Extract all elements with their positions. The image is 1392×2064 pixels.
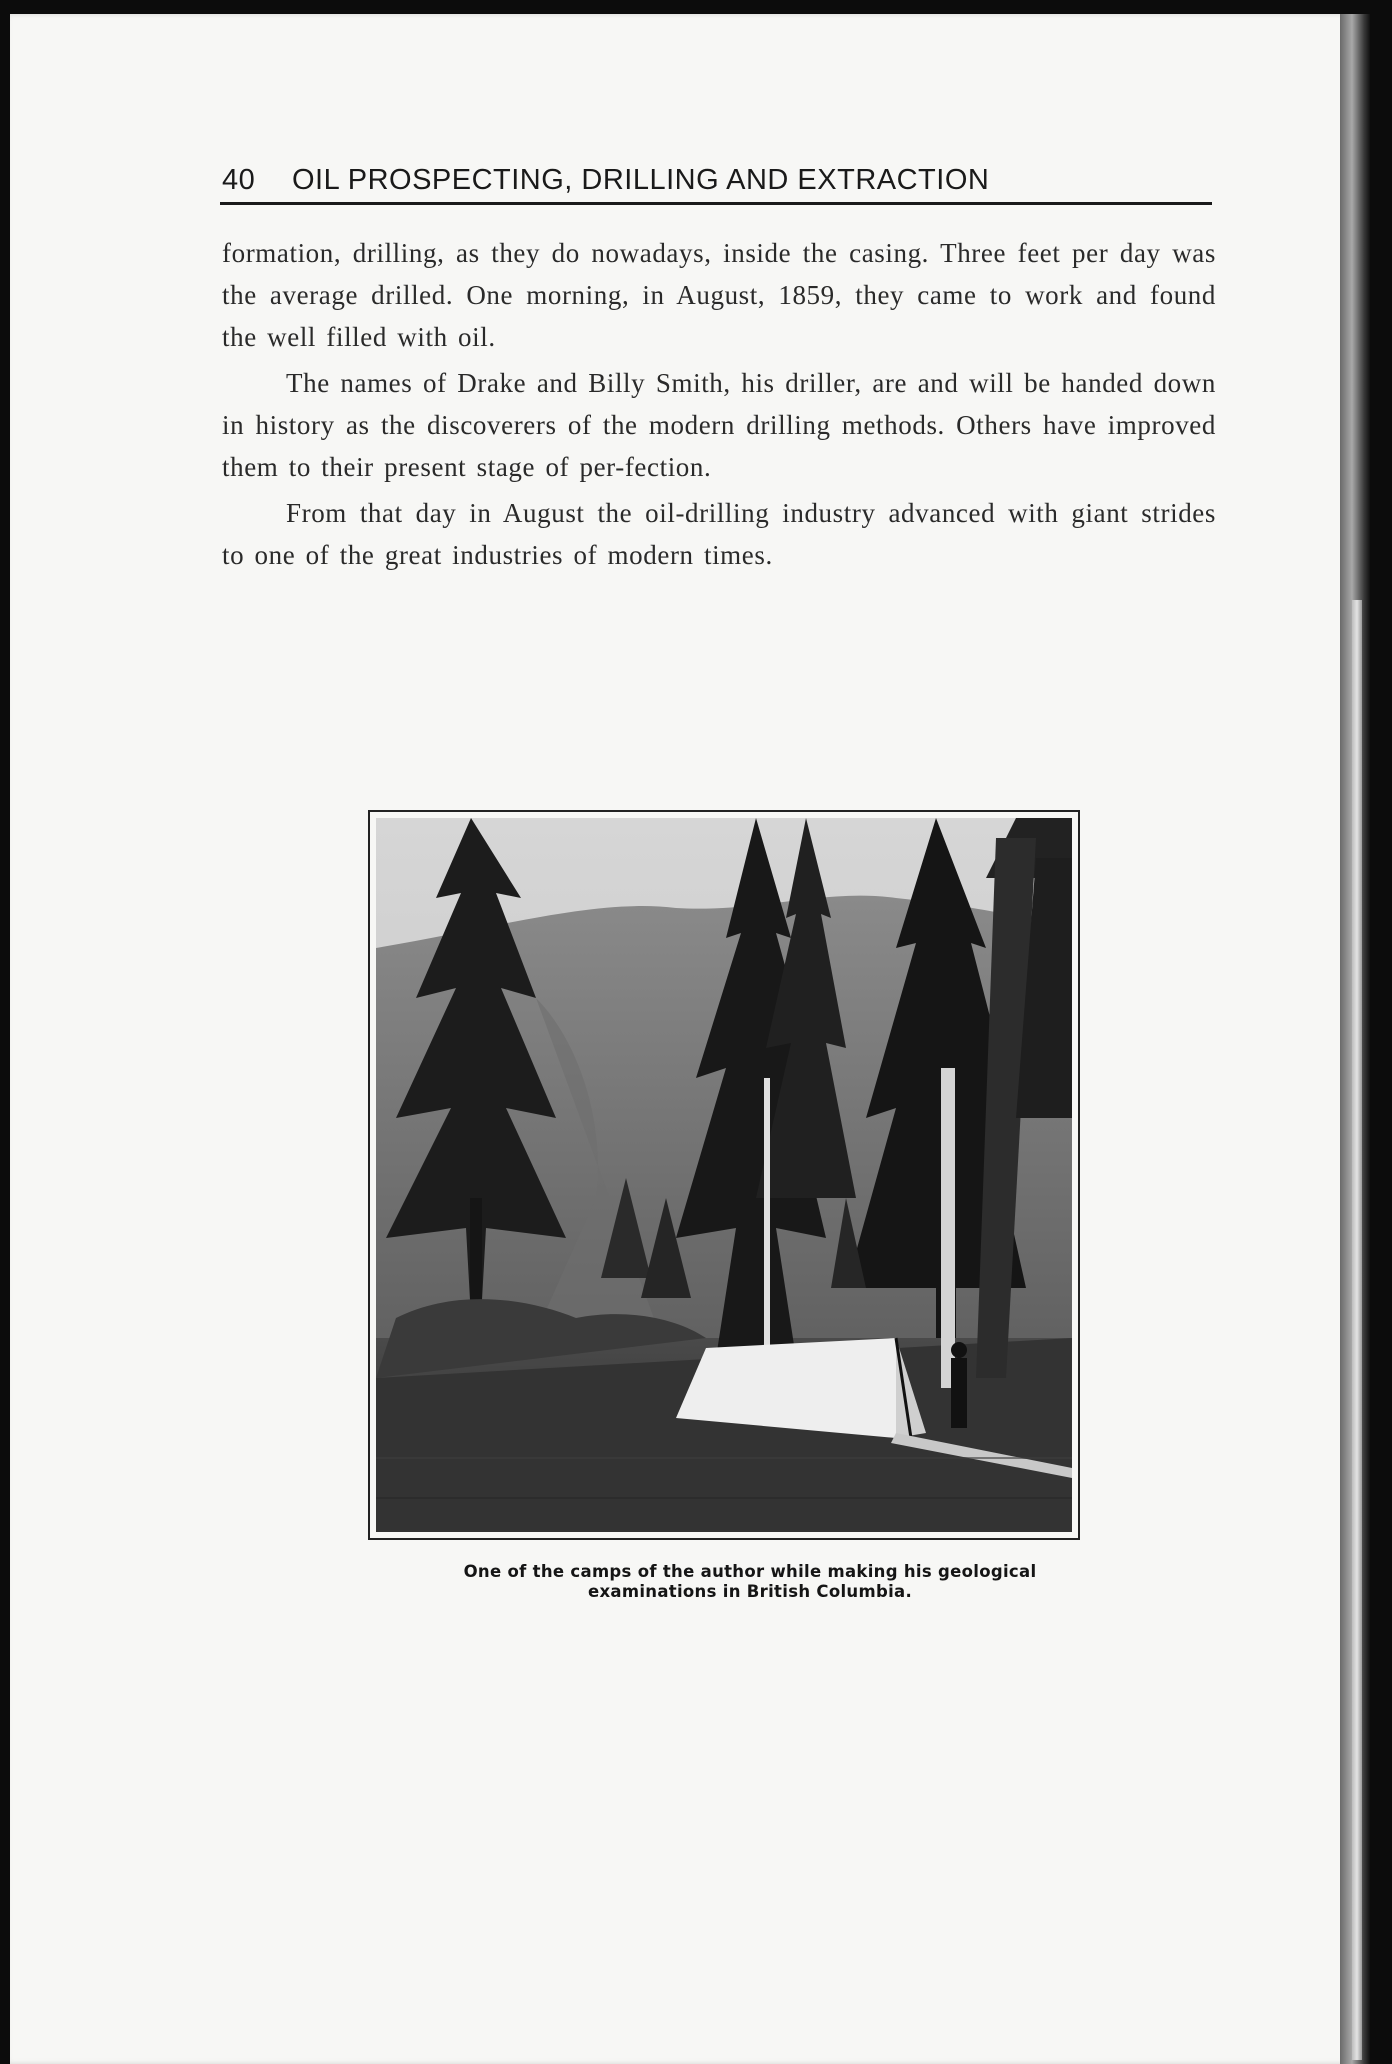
photo-frame [368, 810, 1080, 1540]
paragraph: From that day in August the oil-drilling industry advanced with giant strides to one of the great industries of modern times. [222, 498, 1216, 570]
caption-line: examinations in British Columbia. [587, 1582, 913, 1601]
running-title: OIL PROSPECTING, DRILLING AND EXTRACTION [292, 164, 990, 196]
figure-caption [400, 1562, 1100, 1602]
body-text [222, 232, 1216, 580]
page-edge-highlight [1352, 600, 1362, 2060]
page-number: 40 [222, 164, 256, 196]
paragraph: formation, drilling, as they do nowadays, inside the casing. Three feet per day was the average drilled. One morning, in August, 1859, they came to work and found the well filled with oil. [222, 238, 1216, 352]
running-header [222, 164, 1212, 204]
header-rule [220, 202, 1212, 205]
forest-camp-photo [376, 818, 1072, 1532]
paragraph: The names of Drake and Billy Smith, his driller, are and will be handed down in history as the discoverers of the modern drilling methods. Others have improved them to their present stage of per-fection. [222, 368, 1216, 482]
caption-line: One of the camps of the author while making his geological [463, 1562, 1037, 1581]
